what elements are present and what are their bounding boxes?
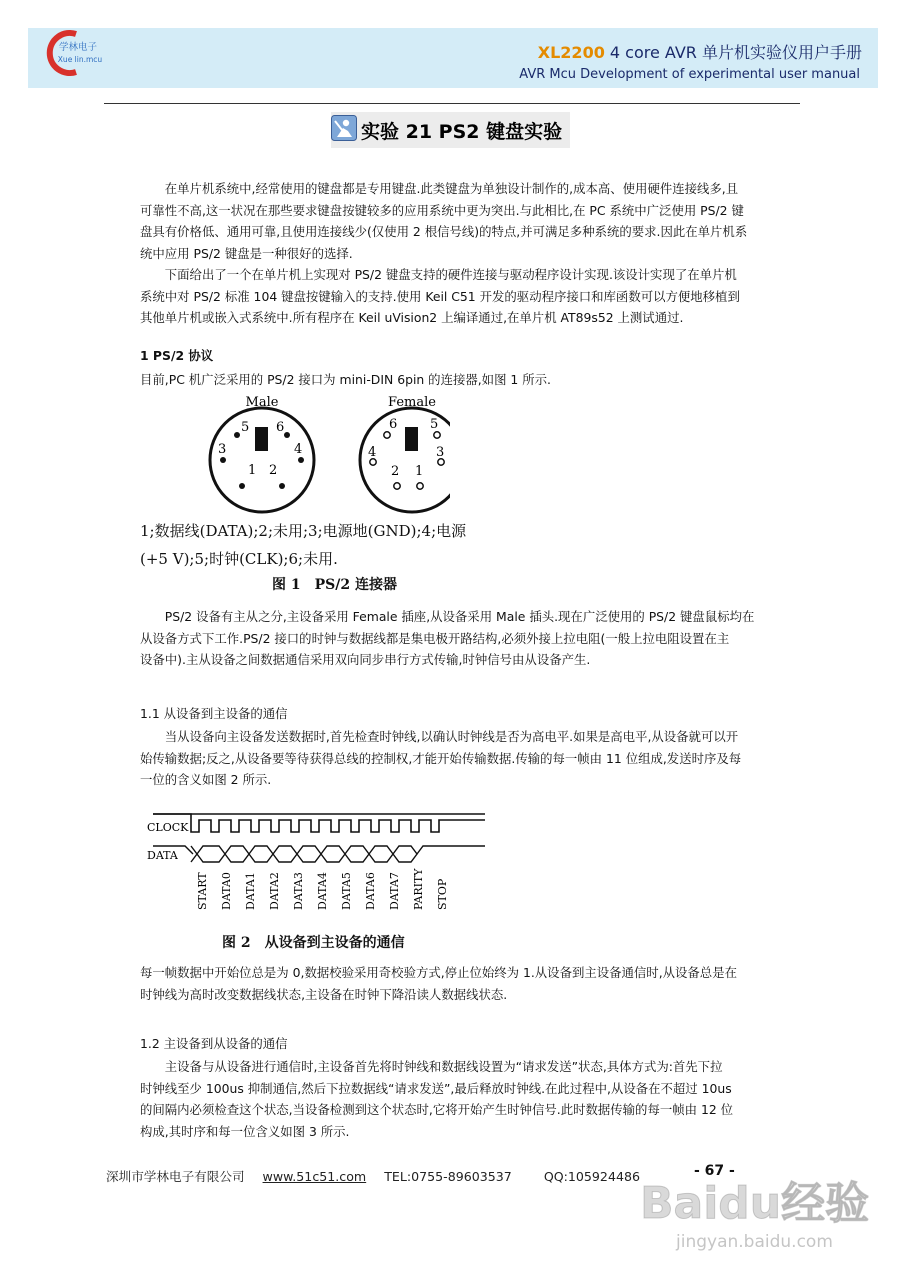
figure-2-bit-labels (190, 866, 470, 920)
bit-label: DATA0 (220, 872, 233, 910)
figure-1-title: 图 1 PS/2 连接器 (272, 577, 397, 593)
watermark-text: Baidu经验 (640, 1178, 870, 1229)
text-line: 在单片机系统中,经常使用的键盘都是专用键盘.此类键盘为单独设计制作的,成本高、使用硬件连接线多,且 (140, 181, 739, 196)
bit-label: DATA5 (340, 872, 353, 910)
text-line: 可靠性不高,这一状况在那些要求键盘按键较多的应用系统中更为突出.与此相比,在 PC 系统中广泛使用 PS/2 键 (140, 202, 744, 218)
text-line: 的间隔内必须检查这个状态,当设备检测到这个状态时,它将开始产生时钟信号.此时数据传输的每一帧由 12 位 (140, 1102, 734, 1117)
qq-number: QQ:105924486 (543, 1169, 640, 1184)
heading-1-1: 1.1 从设备到主设备的通信 (140, 706, 288, 721)
logo-text-cn: 学林电子 (58, 42, 98, 53)
text-line: 统中应用 PS/2 键盘是一种很好的选择. (140, 245, 353, 261)
pin-label: 4 (368, 445, 377, 460)
male-label: Male (245, 395, 279, 410)
female-label: Female (388, 395, 436, 410)
figure-1-connectors (190, 390, 450, 524)
male-connector (210, 408, 314, 512)
bit-label: DATA4 (316, 872, 329, 910)
clock-waveform (153, 814, 485, 832)
brand-name: XL2200 (537, 43, 605, 62)
heading-1-2: 1.2 主设备到从设备的通信 (140, 1036, 288, 1051)
manual-title-cn (538, 40, 862, 63)
website-link[interactable]: www.51c51.com (262, 1169, 367, 1184)
bit-label: DATA1 (244, 872, 257, 910)
section-title-box (331, 112, 570, 148)
text-line: 从设备方式下工作.PS/2 接口的时钟与数据线都是集电极开路结构,必须外接上拉电阻(一般上拉电阻设置在主 (140, 630, 730, 646)
female-connector (360, 408, 450, 512)
telephone: TEL:0755-89603537 (384, 1169, 512, 1184)
data-label: DATA (147, 849, 178, 862)
pin-label: 3 (436, 445, 445, 460)
intro-paragraph-1 (140, 178, 800, 264)
page-footer (106, 1166, 640, 1185)
text-line: 每一帧数据中开始位总是为 0,数据校验采用奇校验方式,停止位始终为 1.从设备到主设备通信时,从设备总是在 (140, 965, 737, 980)
page-number: - 67 - (694, 1163, 735, 1179)
company-name: 深圳市学林电子有限公司 (106, 1169, 245, 1184)
pin-label: 1 (415, 464, 424, 479)
frame-format-paragraph (140, 962, 800, 1005)
baidu-watermark (640, 1172, 870, 1236)
section-title: 实验 21 PS2 键盘实验 (361, 120, 563, 143)
text-line: 始传输数据;反之,从设备要等待获得总线的控制权,才能开始传输数据.传输的每一帧由 11 位组成,发送时序及每 (140, 750, 742, 766)
section-1-2-paragraph (140, 1056, 800, 1142)
connector-intro-line: 目前,PC 机广泛采用的 PS/2 接口为 mini-DIN 6pin 的连接器,如图 1 所示. (140, 372, 551, 387)
pin-label: 6 (389, 417, 398, 432)
logo-text-en: Xue lin.mcu (57, 55, 103, 64)
pin-label: 5 (241, 420, 250, 435)
master-slave-paragraph (140, 606, 800, 671)
text-line: 当从设备向主设备发送数据时,首先检查时钟线,以确认时钟线是否为高电平.如果是高电平,从设备就可以开 (140, 729, 739, 744)
text-line: 一位的含义如图 2 所示. (140, 772, 272, 787)
text-line: 时钟线至少 100us 抑制通信,然后下拉数据线“请求发送”,最后释放时钟线.在此过程中,从设备在不超过 10us (140, 1080, 732, 1096)
watermark-url: jingyan.baidu.com (676, 1232, 833, 1252)
text-line: 主设备与从设备进行通信时,主设备首先将时钟线和数据线设置为“请求发送”状态,具体方式为:首先下拉 (140, 1059, 723, 1074)
text-line: PS/2 设备有主从之分,主设备采用 Female 插座,从设备采用 Male 插头.现在广泛使用的 PS/2 键盘鼠标均在 (140, 609, 755, 624)
bit-label: STOP (436, 878, 449, 910)
bit-label: DATA6 (364, 872, 377, 910)
bit-label: PARITY (412, 868, 425, 910)
manual-title-en: AVR Mcu Development of experimental user manual (519, 67, 860, 82)
experiment-icon (331, 115, 357, 145)
figure-1-caption-line-2: (+5 V);5;时钟(CLK);6;未用. (140, 550, 338, 568)
section-1-1-paragraph (140, 726, 800, 791)
text-line: 其他单片机或嵌入式系统中.所有程序在 Keil uVision2 上编译通过,在单片机 AT89s52 上测试通过. (140, 310, 684, 325)
pin-label: 3 (218, 442, 227, 457)
text-line: 设备中).主从设备之间数据通信采用双向同步串行方式传输,时钟信号由从设备产生. (140, 652, 591, 667)
text-line: 构成,其时序和每一位含义如图 3 所示. (140, 1123, 350, 1139)
header-divider (104, 103, 800, 104)
heading-ps2-protocol: 1 PS/2 协议 (140, 348, 214, 363)
figure-1-caption-line-1: 1;数据线(DATA);2;未用;3;电源地(GND);4;电源 (140, 522, 467, 540)
pin-label: 4 (294, 442, 303, 457)
pin-label: 2 (391, 464, 400, 479)
pin-label: 2 (269, 463, 278, 478)
pin-label: 6 (276, 420, 285, 435)
clock-label: CLOCK (147, 821, 189, 834)
text-line: 时钟线为高时改变数据线状态,主设备在时钟下降沿读人数据线状态. (140, 986, 508, 1002)
title-cn-rest: 4 core AVR 单片机实验仪用户手册 (604, 43, 862, 62)
intro-paragraph-2 (140, 264, 800, 329)
pin-label: 1 (248, 463, 257, 478)
figure-2-title: 图 2 从设备到主设备的通信 (222, 935, 405, 951)
bit-label: DATA2 (268, 872, 281, 910)
company-logo (40, 30, 110, 76)
text-line: 盘具有价格低、通用可靠,且使用连接线少(仅使用 2 根信号线)的特点,并可满足多种系统的要求.因此在单片机系 (140, 224, 748, 239)
text-line: 下面给出了一个在单片机上实现对 PS/2 键盘支持的硬件连接与驱动程序设计实现.该设计实现了在单片机 (140, 267, 737, 282)
text-line: 系统中对 PS/2 标准 104 键盘按键输入的支持.使用 Keil C51 开发的驱动程序接口和库函数可以方便地移植到 (140, 288, 740, 304)
bit-label: START (196, 872, 209, 910)
data-waveform (153, 846, 485, 862)
bit-label: DATA7 (388, 872, 401, 910)
bit-label: DATA3 (292, 872, 305, 910)
pin-label: 5 (430, 417, 439, 432)
